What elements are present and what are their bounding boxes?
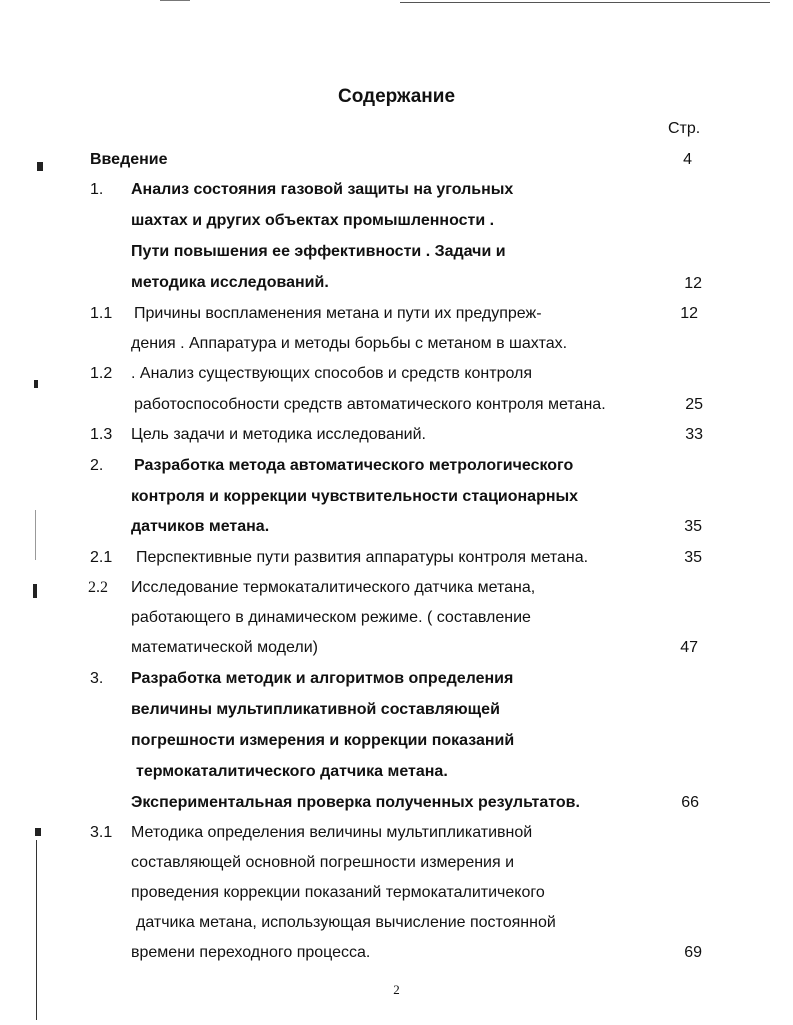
scan-artifact-line: [36, 840, 37, 1020]
toc-entry-3-line-5: Экспериментальная проверка полученных результатов.: [131, 794, 580, 811]
toc-entry-2-1-number: 2.1: [90, 549, 113, 566]
toc-entry-2-line-1: Разработка метода автоматического метрологического: [134, 457, 574, 474]
toc-entry-2-page: 35: [684, 518, 702, 535]
toc-entry-3-line-4: термокаталитического датчика метана.: [136, 763, 448, 780]
toc-entry-3-number: 3.: [90, 670, 104, 687]
toc-entry-1-3-number: 1.3: [90, 426, 113, 443]
toc-entry-3-1-line-5: времени переходного процесса.: [131, 944, 371, 961]
toc-entry-3-line-1: Разработка методик и алгоритмов определения: [131, 670, 514, 687]
toc-entry-2-2-page: 47: [680, 639, 698, 656]
top-rule: [400, 2, 770, 3]
toc-entry-3-line-3: погрешности измерения и коррекции показаний: [131, 732, 515, 749]
toc-entry-3-1-line-3: проведения коррекции показаний термокаталитичекого: [131, 884, 545, 901]
scan-mark: [37, 162, 43, 171]
toc-entry-1-1-line-2: дения . Аппаратура и методы борьбы с метаном в шахтах.: [131, 335, 568, 352]
toc-entry-1-number: 1.: [90, 181, 104, 198]
toc-entry-2-2-line-2: работающего в динамическом режиме. ( составление: [131, 609, 531, 626]
page-column-label: Стр.: [668, 120, 701, 137]
toc-entry-2-2-line-1: Исследование термокаталитического датчика метана,: [131, 579, 536, 596]
toc-entry-intro-page: 4: [683, 151, 692, 168]
toc-entry-1-line-2: шахтах и других объектах промышленности .: [131, 212, 495, 229]
toc-entry-1-3-line-1: Цель задачи и методика исследований.: [131, 426, 426, 443]
toc-entry-2-2-number: 2.2: [88, 579, 108, 596]
toc-entry-intro-line-1: Введение: [90, 151, 168, 168]
toc-entry-3-1-page: 69: [684, 944, 702, 961]
toc-entry-1-page: 12: [684, 275, 702, 292]
scan-artifact-line: [160, 0, 190, 1]
scan-mark: [34, 380, 38, 388]
toc-entry-1-line-3: Пути повышения ее эффективности . Задачи и: [131, 243, 506, 260]
toc-entry-1-2-number: 1.2: [90, 365, 113, 382]
toc-entry-3-line-2: величины мультипликативной составляющей: [131, 701, 500, 718]
toc-entry-2-line-2: контроля и коррекции чувствительности стационарных: [131, 488, 579, 505]
page-title: Содержание: [337, 86, 456, 107]
toc-entry-1-line-4: методика исследований.: [131, 274, 329, 291]
toc-entry-3-1-line-1: Методика определения величины мультипликативной: [131, 824, 533, 841]
toc-entry-3-1-line-2: составляющей основной погрешности измерения и: [131, 854, 515, 871]
toc-entry-2-2-line-3: математической модели): [131, 639, 318, 656]
toc-entry-2-number: 2.: [90, 457, 104, 474]
toc-entry-1-2-line-1: . Анализ существующих способов и средств контроля: [131, 365, 533, 382]
toc-entry-3-1-number: 3.1: [90, 824, 113, 841]
footer-page-number: 2: [393, 982, 400, 997]
toc-entry-1-1-line-1: Причины воспламенения метана и пути их предупреж-: [134, 305, 542, 322]
toc-entry-1-1-number: 1.1: [90, 305, 113, 322]
scan-artifact-line: [35, 510, 36, 560]
toc-entry-1-3-page: 33: [685, 426, 703, 443]
toc-entry-1-line-1: Анализ состояния газовой защиты на угольных: [131, 181, 514, 198]
toc-entry-2-line-3: датчиков метана.: [131, 518, 270, 535]
toc-entry-2-1-line-1: Перспективные пути развития аппаратуры контроля метана.: [136, 549, 589, 566]
scan-mark: [33, 584, 37, 598]
toc-entry-1-2-page: 25: [685, 396, 703, 413]
toc-entry-1-2-line-2: работоспособности средств автоматического контроля метана.: [134, 396, 606, 413]
toc-entry-2-1-page: 35: [684, 549, 702, 566]
scan-mark: [35, 828, 41, 836]
toc-entry-1-1-page: 12: [680, 305, 698, 322]
toc-entry-3-page: 66: [681, 794, 699, 811]
toc-entry-3-1-line-4: датчика метана, использующая вычисление постоянной: [136, 914, 556, 931]
